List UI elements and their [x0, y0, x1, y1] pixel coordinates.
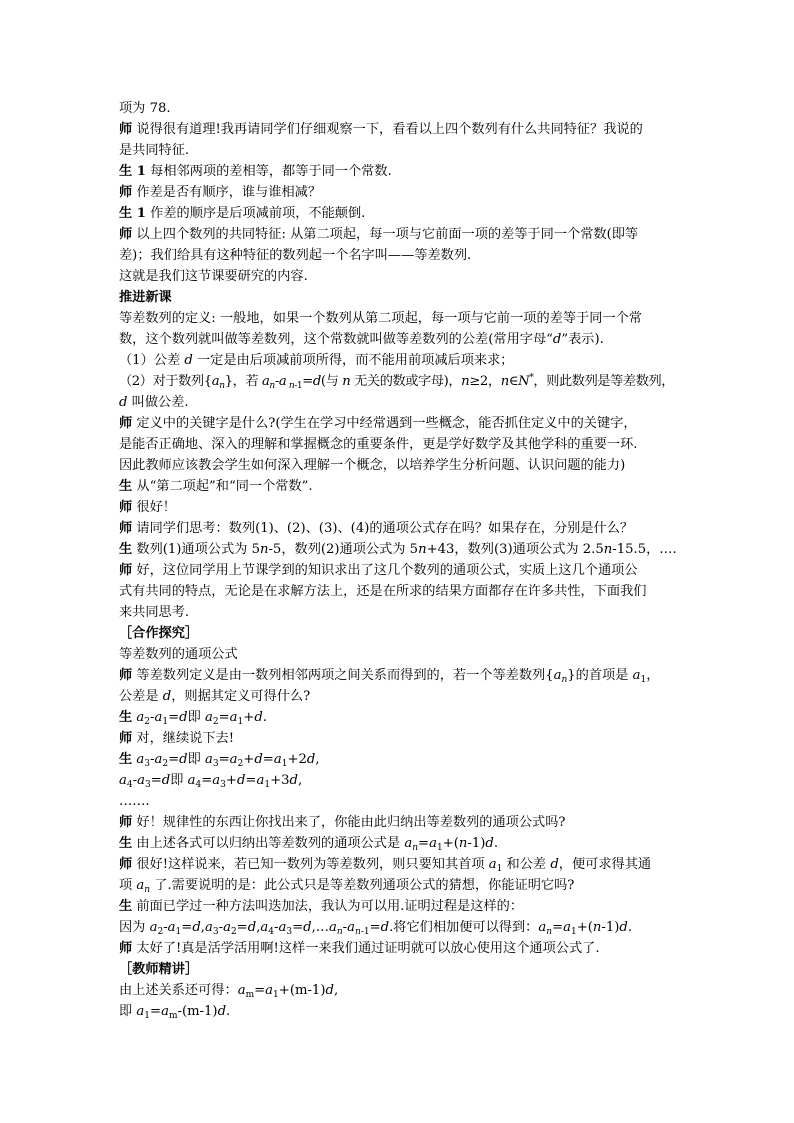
text-line: 来共同思考. [119, 605, 190, 620]
text-line: 师 请同学们思考：数列(1)、(2)、(3)、(4)的通项公式存在吗？如果存在，分别是什么？ [119, 521, 634, 536]
text-line: $a_4-a_3=d$即 $a_4=a_3+d=a_1+3d$, [119, 773, 303, 790]
text-line: 式有共同的特点，无论是在求解方法上，还是在所求的结果方面都存在许多共性，下面我们 [119, 584, 647, 599]
text-line: （2）对于数列$\{a_n\}$，若 $a_n-a$ $_{n-1}$=d(与 n 无关的数或字母)，n≥2，n∈N*，则此数列是等差数列， [119, 373, 675, 391]
text-line: 因此教师应该教会学生如何深入理解一个概念，以培养学生分析问题、认识问题的能力) [119, 458, 626, 473]
text-line: 师 很好!这样说来，若已知一数列为等差数列，则只要知其首项 $a_1$ 和公差 d，便可求得其通 [119, 857, 652, 874]
text-line: 师 对，继续说下去! [119, 731, 234, 746]
text-line: 生 数列(1)通项公式为 5n-5，数列(2)通项公式为 5n+43，数列(3)通项公式为 2.5n-15.5，…. [119, 542, 677, 557]
text-line: 等差数列的通项公式 [119, 647, 238, 662]
text-line: 生 $a_3-a_2=d$即 $a_3=a_2+d=a_1+2d$, [119, 752, 320, 769]
text-line: 是共同特征. [119, 143, 190, 158]
text-line: ……. [119, 794, 150, 809]
text-line: 这就是我们这节课要研究的内容. [119, 269, 308, 284]
text-line: 师 定义中的关键字是什么?(学生在学习中经常遇到一些概念，能否抓住定义中的关键字， [119, 416, 637, 431]
text-line: 因为 $a_2-a_1=d,a_3-a_2=d,a_4-a_3=d,\dots a_n-a_{n-1}=d$.将它们相加便可以得到：$a_n=a_1+(n-1)d$. [119, 920, 633, 937]
text-line: 生 $a_2-a_1=d$即 $a_2=a_1+d$. [119, 710, 267, 727]
text-line: 师 很好！ [119, 500, 176, 515]
text-line: 生 1 作差的顺序是后项减前项，不能颠倒. [119, 206, 366, 221]
text-line: 生 1 每相邻两项的差相等，都等于同一个常数. [119, 164, 392, 179]
text-line: 差)；我们给具有这种特征的数列起一个名字叫——等差数列. [119, 248, 472, 263]
text-line: 是能否正确地、深入的理解和掌握概念的重要条件，更是学好数学及其他学科的重要一环. [119, 437, 638, 452]
text-line: 师 以上四个数列的共同特征: 从第二项起，每一项与它前面一项的差等于同一个常数(即等 [119, 227, 639, 242]
text-line: 师 好！规律性的东西让你找出来了，你能由此归纳出等差数列的通项公式吗? [119, 815, 566, 830]
text-line: 推进新课 [119, 290, 172, 305]
text-line: 公差是 d，则据其定义可得什么? [119, 689, 311, 704]
text-line: 师 等差数列定义是由一数列相邻两项之间关系而得到的，若一个等差数列$\{a_n\}$的首项是 $a_1$， [119, 668, 660, 685]
text-line: 师 说得很有道理!我再请同学们仔细观察一下，看看以上四个数列有什么共同特征？我说的 [119, 122, 643, 137]
text-line: 数，这个数列就叫做等差数列，这个常数就叫做等差数列的公差(常用字母“d”表示). [119, 332, 604, 347]
text-line: 师 太好了!真是活学活用啊!这样一来我们通过证明就可以放心使用这个通项公式了. [119, 941, 600, 956]
text-line: 即 $a_1=a_m-(m-1)d$. [119, 1004, 231, 1021]
text-line: 师 好，这位同学用上节课学到的知识求出了这几个数列的通项公式，实质上这几个通项公 [119, 563, 638, 578]
text-line: ［合作探究］ [119, 626, 199, 641]
text-line: 生 由上述各式可以归纳出等差数列的通项公式是 $a_n=a_1+(n-1)d$. [119, 836, 499, 853]
text-line: 等差数列的定义: 一般地，如果一个数列从第二项起，每一项与它前一项的差等于同一个常 [119, 311, 642, 326]
text-line: 生 从“第二项起”和“同一个常数”. [119, 479, 313, 494]
text-line: 项为 78. [119, 101, 171, 116]
text-line: 由上述关系还可得：$a_m=a_1+(m-1)d$, [119, 983, 339, 1000]
text-line: 师 作差是否有顺序，谁与谁相减？ [119, 185, 322, 200]
text-line: 生 前面已学过一种方法叫迭加法，我认为可以用.证明过程是这样的： [119, 899, 524, 914]
text-line: 项 $a_n$ 了.需要说明的是：此公式只是等差数列通项公式的猜想，你能证明它吗? [119, 878, 575, 895]
lesson-text [119, 98, 679, 1022]
text-line: ［教师精讲］ [119, 962, 199, 977]
text-line: d 叫做公差. [119, 395, 189, 410]
text-line: （1）公差 d 一定是由后项减前项所得，而不能用前项减后项来求； [119, 353, 514, 368]
